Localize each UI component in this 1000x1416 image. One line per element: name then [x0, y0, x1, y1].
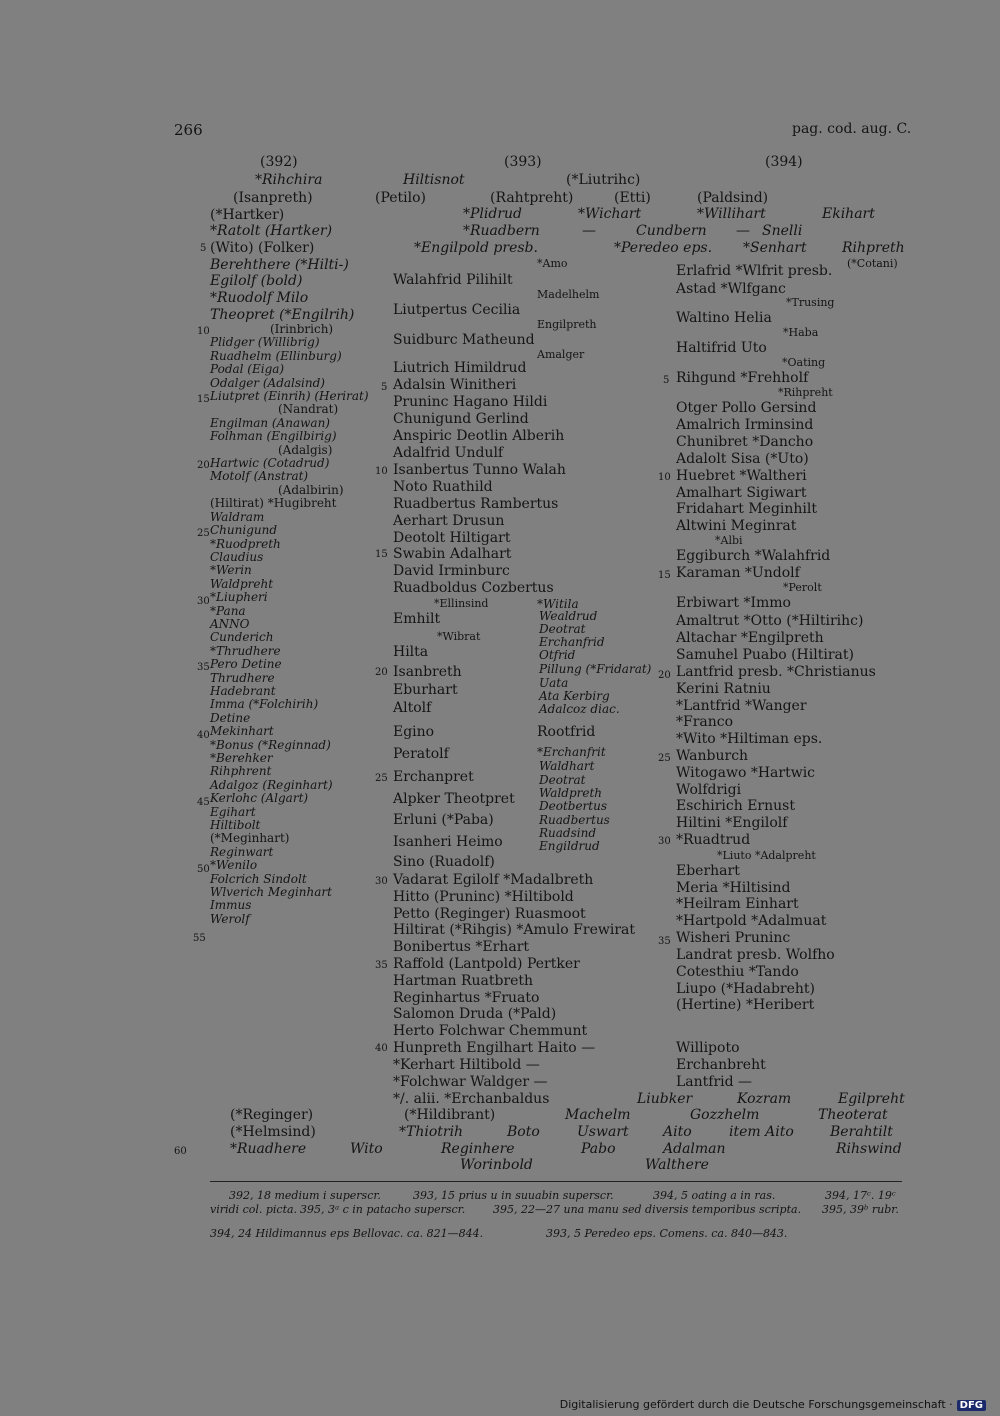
- entry: Meria *Hiltisind: [676, 880, 791, 896]
- entry: (Adalgis): [278, 442, 333, 457]
- footnote: 395, 22—27 una manu sed diversis temporibus scripta.: [493, 1203, 802, 1216]
- page-number: 266: [174, 121, 203, 139]
- entry: Kerini Ratniu: [676, 681, 771, 697]
- entry: Raffold (Lantpold) Pertker: [393, 956, 580, 972]
- entry: *Ruodolf Milo: [210, 290, 309, 306]
- entry: *Senhart: [743, 240, 807, 256]
- entry: (Hiltirat) *Hugibreht: [210, 496, 337, 511]
- entry: item Aito: [729, 1124, 794, 1140]
- entry: Hunpreth Engilhart Haito —: [393, 1040, 596, 1056]
- entry: Werolf: [210, 911, 250, 926]
- entry: Amaltrut *Otto (*Hiltirihc): [676, 613, 864, 629]
- entry: Wanburch: [676, 748, 749, 764]
- entry: Adalman: [663, 1141, 726, 1157]
- entry: *Pana: [210, 603, 246, 618]
- entry: Witogawo *Hartwic: [676, 765, 816, 781]
- entry: (Irinbrich): [270, 322, 334, 336]
- entry: Adalsin Winitheri: [393, 377, 517, 393]
- entry: Adalcoz diac.: [539, 702, 620, 716]
- entry: Pillung (*Fridarat): [539, 662, 652, 676]
- entry: *Hartpold *Adalmuat: [676, 913, 827, 929]
- entry: Reginhartus *Fruato: [393, 990, 540, 1006]
- line-number: 50: [197, 864, 210, 875]
- entry: *Wito *Hiltiman eps.: [676, 731, 823, 747]
- entry: *Kerhart Hiltibold —: [393, 1057, 540, 1073]
- entry: *Ratolt (Hartker): [210, 223, 333, 239]
- entry: (Hertine) *Heribert: [676, 997, 815, 1013]
- line-number: 40: [375, 1043, 388, 1054]
- entry: Liutpret (Einrih) (Herirat): [210, 389, 369, 404]
- entry: Egilpreht: [838, 1091, 905, 1107]
- entry: Vadarat Egilolf *Madalbreth: [393, 872, 594, 888]
- entry: Chunigund Gerlind: [393, 411, 529, 427]
- footnote: 395, 39ᵇ rubr.: [822, 1203, 899, 1216]
- entry: *Witila: [537, 597, 579, 611]
- entry: *Ruadhere: [230, 1141, 307, 1157]
- dfg-logo: DFG: [957, 1400, 986, 1411]
- line-number: 35: [197, 662, 210, 673]
- entry: Odalger (Adalsind): [210, 375, 325, 390]
- entry: Egino: [393, 724, 435, 740]
- entry: (*Meginhart): [210, 831, 290, 846]
- entry: Ruadbertus Rambertus: [393, 496, 559, 512]
- entry: (Isanpreth): [233, 190, 313, 206]
- entry: —: [736, 223, 750, 239]
- entry: Amalger: [537, 348, 585, 361]
- entry: Cundbern: [636, 223, 707, 239]
- entry: Liutpertus Cecilia: [393, 302, 521, 318]
- entry: Worinbold: [460, 1157, 533, 1173]
- entry: *Wichart: [578, 206, 642, 222]
- line-number: 20: [375, 667, 388, 678]
- entry: (*Reginger): [230, 1107, 314, 1123]
- line-number: 15: [197, 394, 210, 405]
- entry: Isanheri Heimo: [393, 834, 503, 850]
- footnote: 395, 3ᵃ c in patacho superscr.: [300, 1203, 466, 1216]
- entry: Waldhart: [539, 759, 595, 773]
- entry: *Ruadtrud: [676, 832, 751, 848]
- entry: Rihswind: [836, 1141, 902, 1157]
- column-number-394: (394): [765, 154, 803, 170]
- footnote: viridi col. picta.: [210, 1203, 298, 1216]
- entry: Hitto (Pruninc) *Hiltibold: [393, 889, 574, 905]
- entry: Huebret *Waltheri: [676, 468, 807, 484]
- entry: Lantfrid presb. *Christianus: [676, 664, 876, 680]
- entry: Hiltirat (*Rihgis) *Amulo Frewirat: [393, 922, 635, 938]
- entry: Petto (Reginger) Ruasmoot: [393, 906, 586, 922]
- line-number: 60: [174, 1146, 187, 1157]
- line-number: 55: [193, 933, 206, 944]
- entry: *Liupheri: [210, 590, 268, 605]
- entry: Lantfrid —: [676, 1074, 753, 1090]
- entry: Machelm: [565, 1107, 631, 1123]
- entry: Deotrat: [539, 773, 586, 787]
- entry: *Ruodpreth: [210, 536, 281, 551]
- entry: Mekinhart: [210, 724, 274, 739]
- entry: (Paldsind): [697, 190, 769, 206]
- entry: Hartwic (Cotadrud): [210, 456, 330, 471]
- entry: *Berehker: [210, 751, 273, 765]
- entry: (Rahtpreht): [490, 190, 574, 206]
- footnote-rule: [210, 1181, 902, 1182]
- entry: Ruadsind: [539, 826, 597, 840]
- entry: Rihphrent: [210, 764, 272, 779]
- entry: Deotbertus: [539, 799, 607, 813]
- entry: Detine: [210, 710, 251, 725]
- entry: Eburhart: [393, 682, 458, 698]
- entry: Hadebrant: [210, 683, 276, 698]
- entry: Samuhel Puabo (Hiltirat): [676, 647, 854, 663]
- entry: Amalhart Sigiwart: [676, 485, 807, 501]
- entry: Chunibret *Dancho: [676, 434, 814, 450]
- footnote: 394, 5 oating a in ras.: [653, 1189, 776, 1202]
- entry: Hiltisnot: [403, 172, 465, 188]
- entry: Waldpreht: [210, 576, 274, 591]
- entry: Erchanbreht: [676, 1057, 766, 1073]
- entry: Eggiburch *Walahfrid: [676, 548, 831, 564]
- entry: Alpker Theotpret: [393, 791, 515, 807]
- entry: Peratolf: [393, 746, 449, 762]
- entry: (*Helmsind): [230, 1124, 316, 1140]
- line-number: 20: [658, 670, 671, 681]
- entry: *Thiotrih: [399, 1124, 464, 1140]
- entry: Pero Detine: [210, 657, 282, 672]
- entry: *Bonus (*Reginnad): [210, 737, 331, 752]
- entry: Pruninc Hagano Hildi: [393, 394, 548, 410]
- entry: (*Hildibrant): [404, 1107, 496, 1123]
- entry: *Thrudhere: [210, 643, 281, 658]
- entry: Landrat presb. Wolfho: [676, 947, 835, 963]
- entry: Rihpreth: [842, 240, 905, 256]
- entry: Wlverich Meginhart: [210, 885, 332, 900]
- entry: Adalolt Sisa (*Uto): [676, 451, 809, 467]
- entry: Motolf (Anstrat): [210, 469, 309, 484]
- entry: Noto Ruathild: [393, 479, 493, 495]
- entry: Kozram: [737, 1091, 792, 1107]
- line-number: 35: [658, 936, 671, 947]
- entry: *Amo: [537, 257, 568, 270]
- entry: Reginwart: [210, 844, 274, 859]
- entry: Salomon Druda (*Pald): [393, 1006, 557, 1022]
- entry: Bonibertus *Erhart: [393, 939, 530, 955]
- entry: *Peredeo eps.: [614, 240, 713, 256]
- entry: */. alii. *Erchanbaldus: [393, 1091, 550, 1107]
- entry: Amalrich Irminsind: [676, 417, 814, 433]
- entry: Ruadhelm (Ellinburg): [210, 348, 342, 363]
- entry: Immus: [210, 898, 252, 913]
- footnote: 394, 24 Hildimannus eps Bellovac. ca. 821—844.: [210, 1227, 484, 1240]
- entry: *Plidrud: [463, 206, 523, 222]
- entry: (Petilo): [375, 190, 427, 206]
- entry: *Liuto *Adalpreht: [717, 849, 816, 862]
- entry: *Erchanfrit: [537, 745, 606, 759]
- entry: *Rihpreht: [778, 386, 833, 399]
- entry: Imma (*Folchirih): [210, 697, 319, 712]
- entry: (*Liutrihc): [566, 172, 641, 188]
- line-number: 35: [375, 960, 388, 971]
- line-number: 5: [200, 243, 207, 254]
- entry: (*Cotani): [847, 257, 898, 270]
- entry: *Heilram Einhart: [676, 896, 799, 912]
- entry: Claudius: [210, 549, 264, 564]
- entry: Eschirich Ernust: [676, 798, 795, 814]
- entry: Aerhart Drusun: [393, 513, 505, 529]
- entry: (*Hartker): [210, 207, 285, 223]
- entry: Liubker: [637, 1091, 693, 1107]
- entry: *Wenilo: [210, 858, 258, 873]
- entry: *Oating: [782, 356, 826, 369]
- entry: (Wito) (Folker): [210, 240, 315, 256]
- line-number: 25: [375, 773, 388, 784]
- footnote: 394, 17ᶜ. 19ᶜ: [825, 1189, 896, 1202]
- entry: Isanbreth: [393, 664, 462, 680]
- entry: Eberhart: [676, 863, 740, 879]
- entry: Waltino Helia: [676, 310, 772, 326]
- entry: Engildrud: [539, 839, 600, 853]
- line-number: 10: [375, 466, 388, 477]
- entry: Waldram: [210, 509, 265, 524]
- line-number: 15: [375, 549, 388, 560]
- entry: Astad *Wlfganc: [676, 281, 786, 297]
- entry: *Werin: [210, 563, 252, 578]
- entry: (Adalbirin): [278, 482, 344, 497]
- entry: Adalfrid Undulf: [393, 445, 504, 461]
- column-number-393: (393): [504, 154, 542, 170]
- line-number: 10: [197, 326, 210, 337]
- entry: Willipoto: [676, 1040, 740, 1056]
- line-number: 40: [197, 730, 210, 741]
- entry: Sino (Ruadolf): [393, 854, 495, 870]
- entry: Erbiwart *Immo: [676, 595, 791, 611]
- entry: Liupo (*Hadabreht): [676, 981, 816, 997]
- entry: *Wibrat: [437, 630, 481, 643]
- entry: Suidburc Matheund: [393, 332, 535, 348]
- entry: Altwini Meginrat: [676, 518, 797, 534]
- entry: Podal (Eiga): [210, 362, 285, 377]
- entry: Egilolf (bold): [210, 273, 303, 289]
- entry: Chunigund: [210, 523, 278, 538]
- line-number: 45: [197, 797, 210, 808]
- entry: Isanbertus Tunno Walah: [393, 462, 566, 478]
- entry: Ruadboldus Cozbertus: [393, 580, 554, 596]
- entry: Berehthere (*Hilti-): [210, 257, 349, 273]
- line-number: 15: [658, 570, 671, 581]
- entry: Berahtilt: [830, 1124, 893, 1140]
- entry: Herto Folchwar Chemmunt: [393, 1023, 588, 1039]
- entry: David Irminburc: [393, 563, 510, 579]
- entry: Engilpreth: [537, 318, 597, 331]
- entry: Hilta: [393, 644, 429, 660]
- entry: *Haba: [783, 326, 819, 339]
- entry: Snelli: [762, 223, 803, 239]
- entry: Pabo: [581, 1141, 616, 1157]
- footnote: 393, 5 Peredeo eps. Comens. ca. 840—843.: [546, 1227, 788, 1240]
- entry: Theopret (*Engilrih): [210, 307, 355, 323]
- entry: Hiltibolt: [210, 818, 261, 833]
- entry: Uswart: [577, 1124, 629, 1140]
- running-title: pag. cod. aug. C.: [792, 121, 912, 137]
- entry: Swabin Adalhart: [393, 546, 512, 562]
- entry: —: [582, 223, 596, 239]
- entry: Madelhelm: [537, 288, 600, 301]
- entry: Folhman (Engilbirig): [210, 429, 337, 444]
- digitization-footer: [560, 1398, 986, 1411]
- entry: Reginhere: [441, 1141, 515, 1157]
- entry: Hartman Ruatbreth: [393, 973, 534, 989]
- entry: Rihgund *Frehholf: [676, 370, 809, 386]
- entry: *Ruadbern: [463, 223, 540, 239]
- entry: *Perolt: [783, 581, 822, 594]
- entry: Aito: [663, 1124, 692, 1140]
- footnote: 392, 18 medium i superscr.: [229, 1189, 381, 1202]
- entry: Cotesthiu *Tando: [676, 964, 799, 980]
- entry: *Willihart: [697, 206, 766, 222]
- footnote: 393, 15 prius u in suuabin superscr.: [413, 1189, 614, 1202]
- entry: Deotolt Hiltigart: [393, 530, 511, 546]
- entry: Ekihart: [822, 206, 875, 222]
- entry: Anspiric Deotlin Alberih: [393, 428, 565, 444]
- line-number: 30: [375, 876, 388, 887]
- entry: Karaman *Undolf: [676, 565, 800, 581]
- entry: Walahfrid Pilihilt: [393, 272, 513, 288]
- entry: Gozzhelm: [690, 1107, 760, 1123]
- entry: Erlafrid *Wlfrit presb.: [676, 263, 833, 279]
- entry: Cunderich: [210, 630, 274, 645]
- entry: Thrudhere: [210, 670, 275, 685]
- entry: Otfrid: [539, 648, 576, 662]
- entry: *Franco: [676, 714, 734, 730]
- footer-text: Digitalisierung gefördert durch die Deutsche Forschungsgemeinschaft ·: [559, 1398, 953, 1411]
- entry: Folcrich Sindolt: [210, 871, 307, 886]
- line-number: 20: [197, 460, 210, 471]
- entry: (Etti): [614, 190, 651, 206]
- entry: Plidger (Willibrig): [210, 335, 320, 350]
- entry: Liutrich Himildrud: [393, 360, 527, 376]
- line-number: 30: [658, 836, 671, 847]
- entry: Haltifrid Uto: [676, 340, 767, 356]
- line-number: 25: [658, 753, 671, 764]
- entry: Erluni (*Paba): [393, 812, 494, 828]
- entry: Walthere: [645, 1157, 709, 1173]
- entry: Uata: [539, 676, 569, 690]
- line-number: 5: [381, 382, 388, 393]
- entry: Engilman (Anawan): [210, 415, 330, 430]
- entry: *Folchwar Waldger —: [393, 1074, 548, 1090]
- entry: Wito: [350, 1141, 383, 1157]
- entry: *Engilpold presb.: [414, 240, 538, 256]
- entry: Otger Pollo Gersind: [676, 400, 817, 416]
- entry: *Trusing: [786, 296, 835, 309]
- entry: *Albi: [715, 534, 743, 547]
- entry: Emhilt: [393, 611, 441, 627]
- entry: Altachar *Engilpreth: [676, 630, 824, 646]
- entry: *Lantfrid *Wanger: [676, 698, 807, 714]
- line-number: 10: [658, 472, 671, 483]
- entry: Theoterat: [818, 1107, 888, 1123]
- entry: (Nandrat): [278, 402, 339, 417]
- entry: Wealdrud: [539, 609, 598, 623]
- column-392-list: [210, 323, 369, 926]
- entry: Ruadbertus: [539, 813, 610, 827]
- page-header: [0, 0, 1000, 150]
- entry: Kerlohc (Algart): [210, 791, 309, 806]
- entry: Adalgoz (Reginhart): [210, 777, 333, 792]
- entry: Egihart: [210, 804, 256, 819]
- column-number-392: (392): [260, 154, 298, 170]
- entry: Altolf: [393, 700, 432, 716]
- entry: Hiltini *Engilolf: [676, 815, 788, 831]
- line-number: 25: [197, 528, 210, 539]
- entry: Deotrat: [539, 622, 586, 636]
- entry: ANNO: [210, 616, 250, 631]
- entry: Wolfdrigi: [676, 782, 742, 798]
- entry: *Rihchira: [255, 172, 323, 188]
- entry: Rootfrid: [537, 724, 596, 740]
- entry: Erchanpret: [393, 769, 474, 785]
- entry: Boto: [507, 1124, 540, 1140]
- entry: Waldpreth: [539, 786, 603, 800]
- line-number: 30: [197, 596, 210, 607]
- entry: Erchanfrid: [539, 635, 605, 649]
- entry: Ata Kerbirg: [539, 689, 610, 703]
- entry: Fridahart Meginhilt: [676, 501, 817, 517]
- entry: *Ellinsind: [434, 597, 489, 610]
- line-number: 5: [663, 375, 670, 386]
- entry: Wisheri Pruninc: [676, 930, 791, 946]
